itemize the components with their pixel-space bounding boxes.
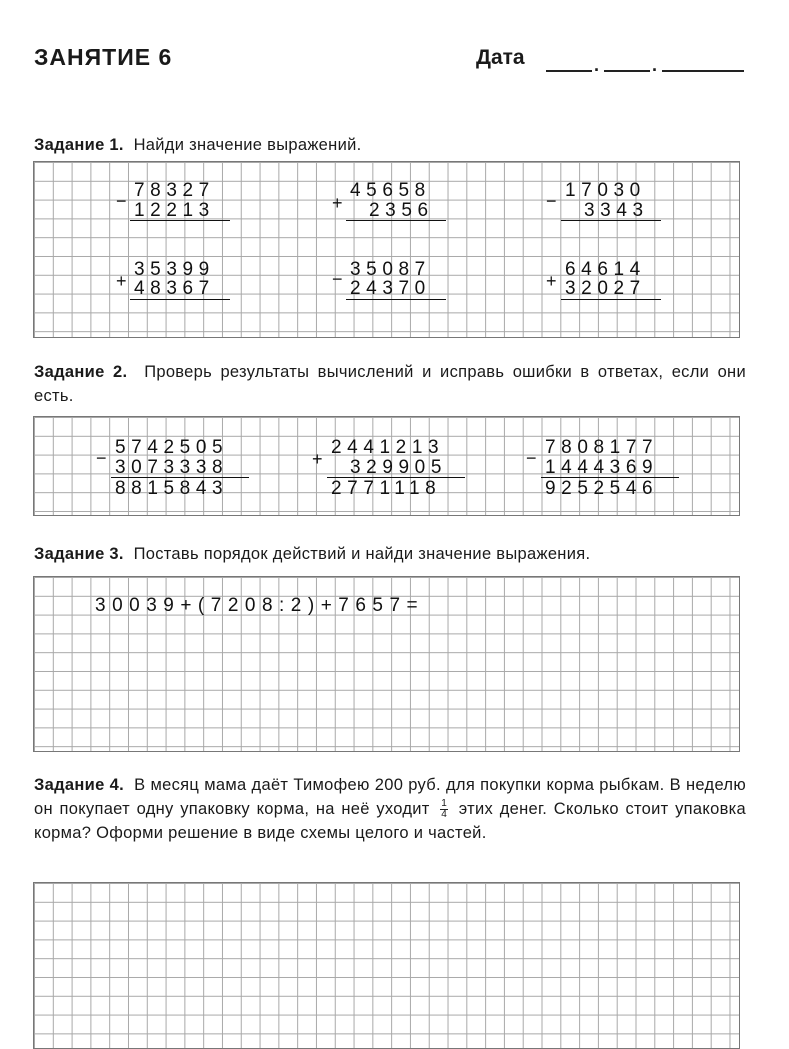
task1-text: Найди значение выражений. bbox=[133, 136, 362, 154]
plus-sign: + bbox=[332, 193, 343, 213]
task3-heading bbox=[34, 542, 746, 566]
task1-heading bbox=[34, 133, 746, 157]
bottom-number: 3343 bbox=[584, 200, 649, 221]
date-day-field[interactable] bbox=[546, 70, 592, 72]
bottom-number: 3073338 bbox=[115, 457, 229, 478]
top-number: 5742505 bbox=[115, 437, 229, 458]
bottom-number: 24370 bbox=[350, 278, 431, 299]
task2-label: Задание 2. bbox=[34, 363, 128, 381]
minus-sign: − bbox=[526, 448, 537, 468]
sum-line bbox=[561, 220, 661, 221]
minus-sign: − bbox=[332, 269, 343, 289]
fraction-numerator: 1 bbox=[441, 798, 448, 810]
minus-sign: − bbox=[96, 448, 107, 468]
task4-label: Задание 4. bbox=[34, 776, 124, 794]
minus-sign: − bbox=[116, 191, 127, 211]
plus-sign: + bbox=[116, 271, 127, 291]
top-number: 45658 bbox=[350, 180, 431, 201]
task3-text: Поставь порядок действий и найди значение выражения. bbox=[133, 545, 591, 563]
date-month-field[interactable] bbox=[604, 70, 650, 72]
task2-text: Проверь результаты вычислений и исправь ошибки в ответах, если они есть. bbox=[34, 363, 746, 405]
task2-heading bbox=[34, 360, 746, 408]
task1-label: Задание 1. bbox=[34, 136, 124, 154]
plus-sign: + bbox=[546, 271, 557, 291]
bottom-number: 12213 bbox=[134, 200, 215, 221]
fraction-one-quarter bbox=[440, 799, 448, 820]
bottom-number: 32027 bbox=[565, 278, 646, 299]
bottom-number: 1444369 bbox=[545, 457, 659, 478]
date-dot: . bbox=[652, 55, 658, 75]
minus-sign: − bbox=[546, 191, 557, 211]
bottom-number: 2356 bbox=[369, 200, 434, 221]
plus-sign: + bbox=[312, 449, 323, 469]
top-number: 35087 bbox=[350, 259, 431, 280]
lesson-title: ЗАНЯТИЕ 6 bbox=[34, 44, 173, 70]
date-year-field[interactable] bbox=[662, 70, 744, 72]
date-label: Дата bbox=[476, 46, 525, 69]
fraction-denominator: 4 bbox=[441, 809, 448, 821]
task3-label: Задание 3. bbox=[34, 545, 124, 563]
top-number: 2441213 bbox=[331, 437, 445, 458]
sum-line bbox=[130, 299, 230, 300]
sum-line bbox=[561, 299, 661, 300]
task4-grid[interactable] bbox=[33, 882, 740, 1049]
result-number: 8815843 bbox=[115, 478, 229, 499]
top-number: 64614 bbox=[565, 259, 646, 280]
task3-expression: 30039+(7208:2)+7657= bbox=[95, 595, 425, 616]
date-dot: . bbox=[594, 55, 600, 75]
task4-heading bbox=[34, 773, 746, 845]
sum-line bbox=[346, 220, 446, 221]
task4-text-part1: В месяц мама даёт Тимофею 200 руб. для покупки корма рыбкам. В неделю он покупает одну упаковку корма, на неё уходит bbox=[34, 776, 747, 818]
task4-text-part2: этих денег. Сколько стоит упаковка корма? Оформи решение в виде схемы целого и частей. bbox=[34, 800, 746, 842]
result-number: 2771118 bbox=[331, 478, 442, 499]
top-number: 78327 bbox=[134, 180, 215, 201]
sum-line bbox=[346, 299, 446, 300]
top-number: 17030 bbox=[565, 180, 646, 201]
top-number: 35399 bbox=[134, 259, 215, 280]
bottom-number: 48367 bbox=[134, 278, 215, 299]
top-number: 7808177 bbox=[545, 437, 659, 458]
result-number: 9252546 bbox=[545, 478, 659, 499]
sum-line bbox=[130, 220, 230, 221]
bottom-number: 329905 bbox=[350, 457, 448, 478]
